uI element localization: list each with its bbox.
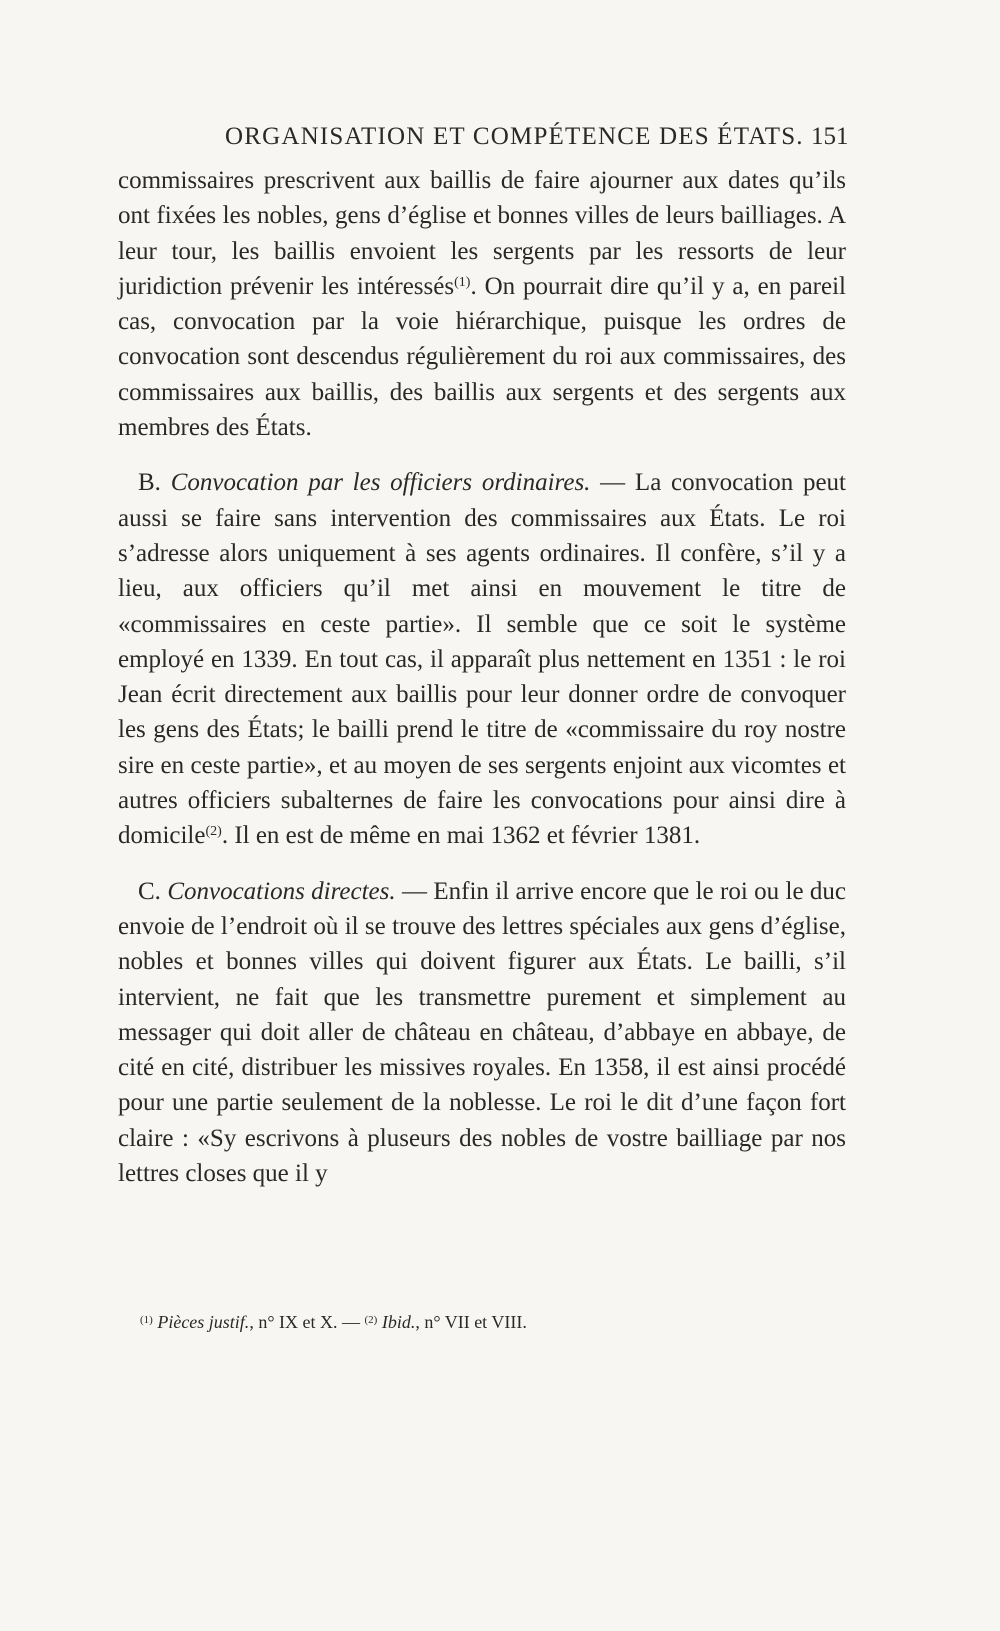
body-text	[118, 163, 846, 1191]
footnote-1-mark: (1)	[140, 1314, 153, 1326]
footnote-1-rest: , n° IX et X. —	[249, 1312, 360, 1332]
section-heading-c: Convocations directes.	[167, 877, 396, 905]
paragraph-1	[118, 163, 846, 445]
footnote-2-title: Ibid.	[381, 1312, 416, 1332]
section-letter-b: B.	[138, 469, 161, 497]
paragraph-1-text: commissaires prescrivent aux baillis de faire ajourner aux dates qu’ils ont fixées les nobles, gens d’église et bonnes villes de leurs bailliages. A leur tour, les baillis envoient les sergents par les ressorts de leur juridiction prévenir les intéressés	[118, 167, 846, 300]
footnotes	[140, 1310, 860, 1334]
running-head	[0, 123, 1000, 163]
footnote-2-mark: (2)	[364, 1314, 378, 1326]
paragraph-c	[118, 874, 846, 1192]
paragraph-1-text-after: . On pourrait dire qu’il y a, en pareil cas, convocation par la voie hiérarchique, puisque les ordres de convocation sont descendus régulièrement du roi aux commissaires, des commissaires aux baillis, des baillis aux sergents et des sergents aux membres des États.	[118, 272, 846, 442]
footnote-ref-2: (2)	[205, 824, 222, 840]
section-letter-c: C.	[138, 877, 161, 905]
paragraph-b-text: — La convocation peut aussi se faire sans intervention des commissaires aux États. Le roi s’adresse alors uniquement à ses agents ordinaires. Il confère, s’il y a lieu, aux officiers qu’il met ainsi en mouvement le titre de «commissaires en ceste partie». Il semble que ce soit le système employé en 1339. En tout cas, il apparaît plus nettement en 1351 : le roi Jean écrit directement aux baillis pour leur donner ordre de convoquer les gens des États; le bailli prend le titre de «commissaire du roy nostre sire en ceste partie», et au moyen de ses sergents enjoint aux vicomtes et autres officiers subalternes de faire les convocations pour ainsi dire à domicile	[118, 469, 847, 850]
paragraph-b	[118, 465, 846, 853]
footnote-ref-1: (1)	[454, 274, 471, 290]
footnote-2-rest: , n° VII et VIII.	[415, 1312, 527, 1332]
section-heading-b: Convocation par les officiers ordinaires.	[170, 469, 591, 497]
footnote-1-title: Pièces justif.	[157, 1312, 250, 1332]
page-number: 151	[811, 123, 849, 150]
paragraph-b-text-after: . Il en est de même en mai 1362 et février 1381.	[221, 822, 701, 850]
paragraph-c-text: — Enfin il arrive encore que le roi ou le duc envoie de l’endroit où il se trouve des lettres spéciales aux gens d’église, nobles et bonnes villes qui doivent figurer aux États. Le bailli, s’il intervient, ne fait que les transmettre purement et simplement au messager qui doit aller de château en château, d’abbaye en abbaye, de cité en cité, distribuer les missives royales. En 1358, il est ainsi procédé pour une partie seulement de la noblesse. Le roi le dit d’une façon fort claire : «Sy escrivons à pluseurs des nobles de vostre bailliage par nos lettres closes que il y	[118, 877, 847, 1188]
running-head-title: ORGANISATION ET COMPÉTENCE DES ÉTATS.	[225, 123, 804, 150]
